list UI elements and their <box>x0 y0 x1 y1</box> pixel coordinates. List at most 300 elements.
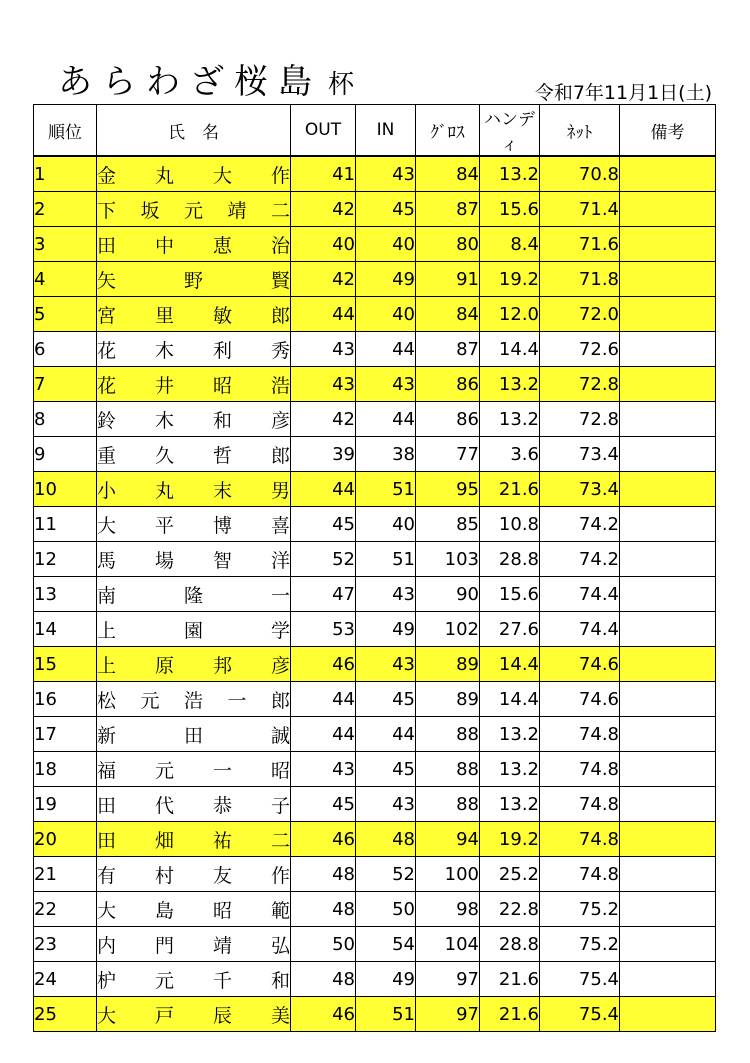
player-name-cell <box>97 682 291 717</box>
net-score-cell: 74.4 <box>540 612 620 647</box>
note-cell <box>620 822 716 857</box>
name-char: 範 <box>270 899 290 922</box>
player-name-cell <box>97 437 291 472</box>
player-name-cell <box>97 156 291 192</box>
player-name-cell <box>97 227 291 262</box>
name-char: 秀 <box>270 339 290 362</box>
name-char: 和 <box>270 969 290 992</box>
handicap-cell: 15.6 <box>480 577 540 612</box>
player-name-cell <box>97 507 291 542</box>
name-char: 新 <box>97 724 117 747</box>
name-char: 平 <box>154 514 174 537</box>
name-char: 上 <box>97 619 117 642</box>
rank-cell: 8 <box>34 402 97 437</box>
net-score-cell: 74.8 <box>540 787 620 822</box>
gross-score-cell: 87 <box>416 332 480 367</box>
name-char: 下 <box>97 199 117 222</box>
in-score-cell: 51 <box>356 997 416 1032</box>
name-char: 辰 <box>212 1004 232 1027</box>
player-name-cell <box>97 822 291 857</box>
rank-cell: 13 <box>34 577 97 612</box>
name-char: 郎 <box>270 304 290 327</box>
player-name-cell <box>97 857 291 892</box>
in-score-cell: 38 <box>356 437 416 472</box>
name-char: 園 <box>183 619 203 642</box>
net-score-cell: 72.6 <box>540 332 620 367</box>
title-suffix: 杯 <box>328 70 355 100</box>
player-name <box>97 546 290 573</box>
out-score-cell: 44 <box>291 682 356 717</box>
name-char: 邦 <box>212 654 232 677</box>
name-char: 恭 <box>212 794 232 817</box>
player-name-cell <box>97 192 291 227</box>
name-char: 馬 <box>97 549 117 572</box>
gross-score-cell: 103 <box>416 542 480 577</box>
note-cell <box>620 927 716 962</box>
net-score-cell: 72.8 <box>540 402 620 437</box>
name-char: 彦 <box>270 409 290 432</box>
name-char: 村 <box>154 864 174 887</box>
player-name <box>97 336 290 363</box>
note-cell <box>620 682 716 717</box>
rank-cell: 6 <box>34 332 97 367</box>
name-char: 木 <box>154 409 174 432</box>
table-row <box>34 332 716 367</box>
name-char: 坂 <box>140 199 160 222</box>
handicap-cell: 21.6 <box>480 997 540 1032</box>
net-score-cell: 75.2 <box>540 927 620 962</box>
rank-cell: 20 <box>34 822 97 857</box>
note-cell <box>620 752 716 787</box>
name-char: 元 <box>154 759 174 782</box>
gross-score-cell: 88 <box>416 752 480 787</box>
in-score-cell: 44 <box>356 332 416 367</box>
name-char: 治 <box>270 234 290 257</box>
name-char: 有 <box>97 864 117 887</box>
header-handicap: ハンディ <box>480 105 540 157</box>
net-score-cell: 75.4 <box>540 962 620 997</box>
out-score-cell: 46 <box>291 997 356 1032</box>
net-score-cell: 71.4 <box>540 192 620 227</box>
note-cell <box>620 892 716 927</box>
table-row <box>34 192 716 227</box>
name-char: 昭 <box>212 374 232 397</box>
net-score-cell: 74.2 <box>540 507 620 542</box>
out-score-cell: 46 <box>291 822 356 857</box>
player-name <box>97 266 290 293</box>
in-score-cell: 49 <box>356 962 416 997</box>
rank-cell: 16 <box>34 682 97 717</box>
handicap-cell: 12.0 <box>480 297 540 332</box>
gross-score-cell: 95 <box>416 472 480 507</box>
player-name-cell <box>97 892 291 927</box>
player-name <box>97 581 290 608</box>
player-name <box>97 931 290 958</box>
rank-cell: 15 <box>34 647 97 682</box>
table-row <box>34 787 716 822</box>
name-char: 畑 <box>154 829 174 852</box>
in-score-cell: 48 <box>356 822 416 857</box>
handicap-cell: 13.2 <box>480 787 540 822</box>
header-net: ﾈｯﾄ <box>540 105 620 157</box>
handicap-cell: 10.8 <box>480 507 540 542</box>
player-name <box>97 826 290 853</box>
out-score-cell: 39 <box>291 437 356 472</box>
name-char: 浩 <box>183 689 203 712</box>
note-cell <box>620 332 716 367</box>
net-score-cell: 75.2 <box>540 892 620 927</box>
name-char: 二 <box>270 199 290 222</box>
player-name <box>97 231 290 258</box>
out-score-cell: 43 <box>291 332 356 367</box>
name-char: 郎 <box>270 689 290 712</box>
rank-cell: 14 <box>34 612 97 647</box>
player-name <box>97 196 290 223</box>
name-char: 松 <box>97 689 117 712</box>
player-name <box>97 616 290 643</box>
note-cell <box>620 402 716 437</box>
player-name <box>97 406 290 433</box>
name-char: 恵 <box>212 234 232 257</box>
name-char: 小 <box>97 479 117 502</box>
name-char: 久 <box>154 444 174 467</box>
in-score-cell: 45 <box>356 752 416 787</box>
name-char: 哲 <box>212 444 232 467</box>
name-char: 誠 <box>270 724 290 747</box>
net-score-cell: 73.4 <box>540 437 620 472</box>
table-row <box>34 472 716 507</box>
out-score-cell: 47 <box>291 577 356 612</box>
handicap-cell: 28.8 <box>480 542 540 577</box>
table-row <box>34 227 716 262</box>
out-score-cell: 48 <box>291 892 356 927</box>
net-score-cell: 74.6 <box>540 647 620 682</box>
net-score-cell: 75.4 <box>540 997 620 1032</box>
rank-cell: 25 <box>34 997 97 1032</box>
name-char: 彦 <box>270 654 290 677</box>
name-char: 二 <box>270 829 290 852</box>
net-score-cell: 74.8 <box>540 717 620 752</box>
table-row <box>34 647 716 682</box>
table-row <box>34 297 716 332</box>
in-score-cell: 43 <box>356 647 416 682</box>
name-char: 一 <box>212 759 232 782</box>
player-name <box>97 371 290 398</box>
name-char: 上 <box>97 654 117 677</box>
out-score-cell: 45 <box>291 507 356 542</box>
name-char: 一 <box>270 584 290 607</box>
handicap-cell: 14.4 <box>480 332 540 367</box>
table-row <box>34 402 716 437</box>
rank-cell: 12 <box>34 542 97 577</box>
player-name <box>97 756 290 783</box>
name-char: 中 <box>154 234 174 257</box>
handicap-cell: 21.6 <box>480 962 540 997</box>
player-name-cell <box>97 612 291 647</box>
gross-score-cell: 97 <box>416 997 480 1032</box>
in-score-cell: 49 <box>356 612 416 647</box>
table-row <box>34 367 716 402</box>
table-row <box>34 892 716 927</box>
name-char: 島 <box>154 899 174 922</box>
in-score-cell: 52 <box>356 857 416 892</box>
note-cell <box>620 262 716 297</box>
name-char: 木 <box>154 339 174 362</box>
name-char: 喜 <box>270 514 290 537</box>
player-name <box>97 966 290 993</box>
player-name-cell <box>97 367 291 402</box>
header-in: IN <box>356 105 416 157</box>
name-char: 野 <box>183 269 203 292</box>
out-score-cell: 43 <box>291 752 356 787</box>
player-name <box>97 476 290 503</box>
out-score-cell: 50 <box>291 927 356 962</box>
event-date: 令和7年11月1日(土) <box>534 82 712 104</box>
out-score-cell: 41 <box>291 156 356 192</box>
rank-cell: 17 <box>34 717 97 752</box>
net-score-cell: 74.4 <box>540 577 620 612</box>
handicap-cell: 28.8 <box>480 927 540 962</box>
player-name <box>97 686 290 713</box>
rank-cell: 3 <box>34 227 97 262</box>
name-char: 敏 <box>212 304 232 327</box>
name-char: 男 <box>270 479 290 502</box>
name-char: 昭 <box>212 899 232 922</box>
rank-cell: 11 <box>34 507 97 542</box>
name-char: 隆 <box>183 584 203 607</box>
player-name <box>97 1001 290 1028</box>
name-char: 子 <box>270 794 290 817</box>
name-char: 田 <box>183 724 203 747</box>
out-score-cell: 42 <box>291 402 356 437</box>
player-name-cell <box>97 647 291 682</box>
player-name <box>97 511 290 538</box>
name-char: 戸 <box>154 1004 174 1027</box>
name-char: 鈴 <box>97 409 117 432</box>
table-row <box>34 752 716 787</box>
name-char: 金 <box>97 164 117 187</box>
in-score-cell: 45 <box>356 682 416 717</box>
in-score-cell: 54 <box>356 927 416 962</box>
name-char: 代 <box>154 794 174 817</box>
gross-score-cell: 87 <box>416 192 480 227</box>
gross-score-cell: 104 <box>416 927 480 962</box>
out-score-cell: 52 <box>291 542 356 577</box>
name-char: 田 <box>97 794 117 817</box>
name-char: 重 <box>97 444 117 467</box>
header-note: 備考 <box>620 105 716 157</box>
gross-score-cell: 86 <box>416 402 480 437</box>
out-score-cell: 44 <box>291 472 356 507</box>
gross-score-cell: 88 <box>416 717 480 752</box>
player-name-cell <box>97 927 291 962</box>
name-char: 内 <box>97 934 117 957</box>
gross-score-cell: 77 <box>416 437 480 472</box>
handicap-cell: 15.6 <box>480 192 540 227</box>
name-char: 門 <box>154 934 174 957</box>
net-score-cell: 74.2 <box>540 542 620 577</box>
net-score-cell: 74.8 <box>540 822 620 857</box>
name-char: 大 <box>97 899 117 922</box>
name-char: 千 <box>212 969 232 992</box>
name-char: 大 <box>97 1004 117 1027</box>
rank-cell: 22 <box>34 892 97 927</box>
name-char: 祐 <box>212 829 232 852</box>
player-name-cell <box>97 472 291 507</box>
name-char: 元 <box>140 689 160 712</box>
name-char: 場 <box>154 549 174 572</box>
note-cell <box>620 612 716 647</box>
header-rank: 順位 <box>34 105 97 157</box>
out-score-cell: 42 <box>291 192 356 227</box>
note-cell <box>620 962 716 997</box>
handicap-cell: 21.6 <box>480 472 540 507</box>
name-char: 浩 <box>270 374 290 397</box>
player-name <box>97 441 290 468</box>
header-row <box>34 105 716 157</box>
out-score-cell: 44 <box>291 717 356 752</box>
rank-cell: 19 <box>34 787 97 822</box>
rank-cell: 2 <box>34 192 97 227</box>
table-row <box>34 857 716 892</box>
in-score-cell: 43 <box>356 156 416 192</box>
in-score-cell: 44 <box>356 717 416 752</box>
net-score-cell: 71.6 <box>540 227 620 262</box>
gross-score-cell: 84 <box>416 156 480 192</box>
rank-cell: 7 <box>34 367 97 402</box>
table-row <box>34 437 716 472</box>
handicap-cell: 19.2 <box>480 262 540 297</box>
net-score-cell: 74.6 <box>540 682 620 717</box>
net-score-cell: 72.8 <box>540 367 620 402</box>
in-score-cell: 45 <box>356 192 416 227</box>
player-name-cell <box>97 962 291 997</box>
note-cell <box>620 367 716 402</box>
name-char: 賢 <box>270 269 290 292</box>
table-row <box>34 612 716 647</box>
rank-cell: 18 <box>34 752 97 787</box>
name-char: 智 <box>212 549 232 572</box>
in-score-cell: 43 <box>356 367 416 402</box>
name-char: 一 <box>227 689 247 712</box>
name-char: 作 <box>270 864 290 887</box>
name-char: 元 <box>183 199 203 222</box>
out-score-cell: 40 <box>291 227 356 262</box>
note-cell <box>620 717 716 752</box>
handicap-cell: 19.2 <box>480 822 540 857</box>
player-name <box>97 861 290 888</box>
header-name: 氏 名 <box>97 105 291 157</box>
name-char: 靖 <box>227 199 247 222</box>
net-score-cell: 73.4 <box>540 472 620 507</box>
gross-score-cell: 97 <box>416 962 480 997</box>
rank-cell: 21 <box>34 857 97 892</box>
out-score-cell: 42 <box>291 262 356 297</box>
name-char: 利 <box>212 339 232 362</box>
handicap-cell: 13.2 <box>480 367 540 402</box>
name-char: 丸 <box>154 479 174 502</box>
player-name <box>97 651 290 678</box>
handicap-cell: 3.6 <box>480 437 540 472</box>
handicap-cell: 13.2 <box>480 752 540 787</box>
gross-score-cell: 94 <box>416 822 480 857</box>
note-cell <box>620 857 716 892</box>
name-char: 花 <box>97 339 117 362</box>
page-title <box>58 62 354 105</box>
in-score-cell: 40 <box>356 507 416 542</box>
rank-cell: 1 <box>34 156 97 192</box>
name-char: 枦 <box>97 969 117 992</box>
name-char: 丸 <box>154 164 174 187</box>
table-row <box>34 927 716 962</box>
player-name <box>97 791 290 818</box>
gross-score-cell: 102 <box>416 612 480 647</box>
gross-score-cell: 80 <box>416 227 480 262</box>
name-char: 大 <box>97 514 117 537</box>
gross-score-cell: 85 <box>416 507 480 542</box>
name-char: 原 <box>154 654 174 677</box>
name-char: 昭 <box>270 759 290 782</box>
out-score-cell: 43 <box>291 367 356 402</box>
gross-score-cell: 89 <box>416 682 480 717</box>
rank-cell: 4 <box>34 262 97 297</box>
note-cell <box>620 507 716 542</box>
in-score-cell: 50 <box>356 892 416 927</box>
player-name-cell <box>97 752 291 787</box>
name-char: 末 <box>212 479 232 502</box>
player-name-cell <box>97 332 291 367</box>
player-name-cell <box>97 787 291 822</box>
name-char: 友 <box>212 864 232 887</box>
name-char: 矢 <box>97 269 117 292</box>
net-score-cell: 70.8 <box>540 156 620 192</box>
gross-score-cell: 86 <box>416 367 480 402</box>
in-score-cell: 43 <box>356 577 416 612</box>
player-name <box>97 721 290 748</box>
note-cell <box>620 472 716 507</box>
name-char: 弘 <box>270 934 290 957</box>
name-char: 花 <box>97 374 117 397</box>
player-name-cell <box>97 297 291 332</box>
header-gross: ｸﾞﾛｽ <box>416 105 480 157</box>
out-score-cell: 53 <box>291 612 356 647</box>
net-score-cell: 72.0 <box>540 297 620 332</box>
handicap-cell: 22.8 <box>480 892 540 927</box>
in-score-cell: 51 <box>356 472 416 507</box>
name-char: 学 <box>270 619 290 642</box>
note-cell <box>620 227 716 262</box>
note-cell <box>620 997 716 1032</box>
out-score-cell: 44 <box>291 297 356 332</box>
player-name <box>97 301 290 328</box>
rank-cell: 23 <box>34 927 97 962</box>
handicap-cell: 13.2 <box>480 717 540 752</box>
handicap-cell: 14.4 <box>480 647 540 682</box>
out-score-cell: 48 <box>291 857 356 892</box>
in-score-cell: 44 <box>356 402 416 437</box>
note-cell <box>620 437 716 472</box>
table-row <box>34 507 716 542</box>
table-row <box>34 262 716 297</box>
name-char: 博 <box>212 514 232 537</box>
gross-score-cell: 90 <box>416 577 480 612</box>
net-score-cell: 74.8 <box>540 752 620 787</box>
name-char: 宮 <box>97 304 117 327</box>
in-score-cell: 51 <box>356 542 416 577</box>
name-char: 里 <box>154 304 174 327</box>
handicap-cell: 27.6 <box>480 612 540 647</box>
name-char: 田 <box>97 829 117 852</box>
